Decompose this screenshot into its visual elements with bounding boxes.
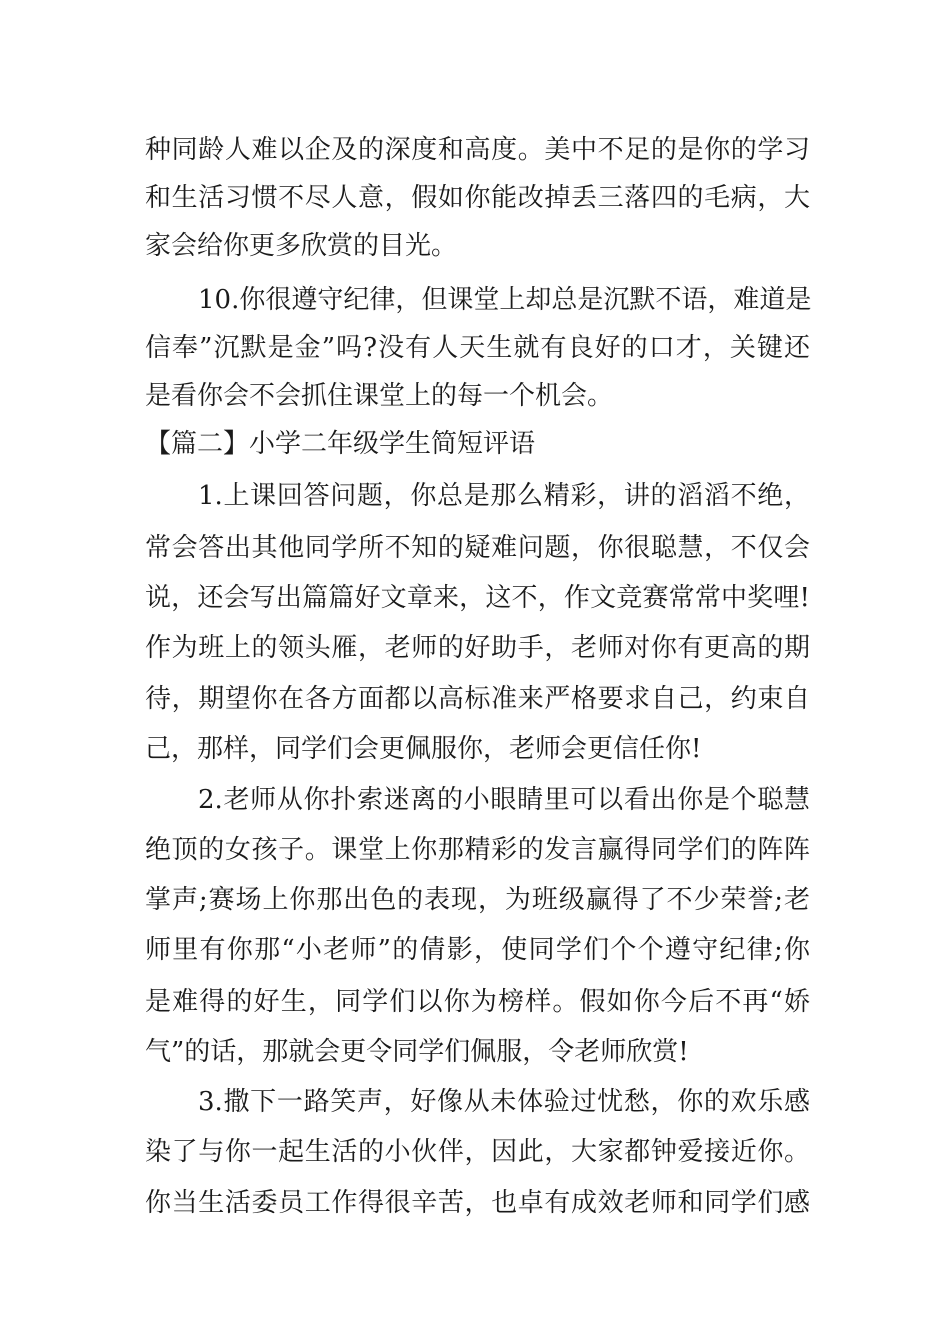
paragraph-line: 染了与你一起生活的小伙伴，因此，大家都钟爱接近你。 xyxy=(145,1137,810,1167)
paragraph-line: 是看你会不会抓住课堂上的每一个机会。 xyxy=(145,381,614,411)
paragraph-line: 种同龄人难以企及的深度和高度。美中不足的是你的学习 xyxy=(145,135,810,165)
paragraph-line: 常会答出其他同学所不知的疑难问题，你很聪慧，不仅会 xyxy=(145,533,810,563)
paragraph-line: 和生活习惯不尽人意，假如你能改掉丢三落四的毛病，大 xyxy=(145,183,810,213)
paragraph-line: 掌声;赛场上你那出色的表现，为班级赢得了不少荣誉;老 xyxy=(145,885,810,915)
paragraph-line: 说，还会写出篇篇好文章来，这不，作文竞赛常常中奖哩! xyxy=(145,583,810,613)
paragraph-line: 信奉”沉默是金”吗?没有人天生就有良好的口才，关键还 xyxy=(145,333,810,363)
paragraph-line: 1.上课回答问题，你总是那么精彩，讲的滔滔不绝， xyxy=(198,481,810,511)
paragraph-line: 10.你很遵守纪律，但课堂上却总是沉默不语，难道是 xyxy=(198,285,812,315)
paragraph-line: 是难得的好生，同学们以你为榜样。假如你今后不再“娇 xyxy=(145,987,810,1017)
paragraph-line: 己，那样，同学们会更佩服你，老师会更信任你! xyxy=(145,734,702,764)
paragraph-line: 家会给你更多欣赏的目光。 xyxy=(145,231,458,261)
paragraph-line: 2.老师从你扑索迷离的小眼睛里可以看出你是个聪慧 xyxy=(198,785,810,815)
paragraph-line: 气”的话，那就会更令同学们佩服，令老师欣赏! xyxy=(145,1037,689,1067)
paragraph-line: 你当生活委员工作得很辛苦，也卓有成效老师和同学们感 xyxy=(145,1188,810,1218)
section-heading: 【篇二】小学二年级学生简短评语 xyxy=(145,429,536,459)
paragraph-line: 绝顶的女孩子。课堂上你那精彩的发言赢得同学们的阵阵 xyxy=(145,835,810,865)
paragraph-line: 作为班上的领头雁，老师的好助手，老师对你有更高的期 xyxy=(145,633,810,663)
paragraph-line: 3.撒下一路笑声，好像从未体验过忧愁，你的欢乐感 xyxy=(198,1087,810,1117)
paragraph-line: 师里有你那“小老师”的倩影，使同学们个个遵守纪律;你 xyxy=(145,935,810,965)
paragraph-line: 待，期望你在各方面都以高标准来严格要求自己，约束自 xyxy=(145,684,810,714)
